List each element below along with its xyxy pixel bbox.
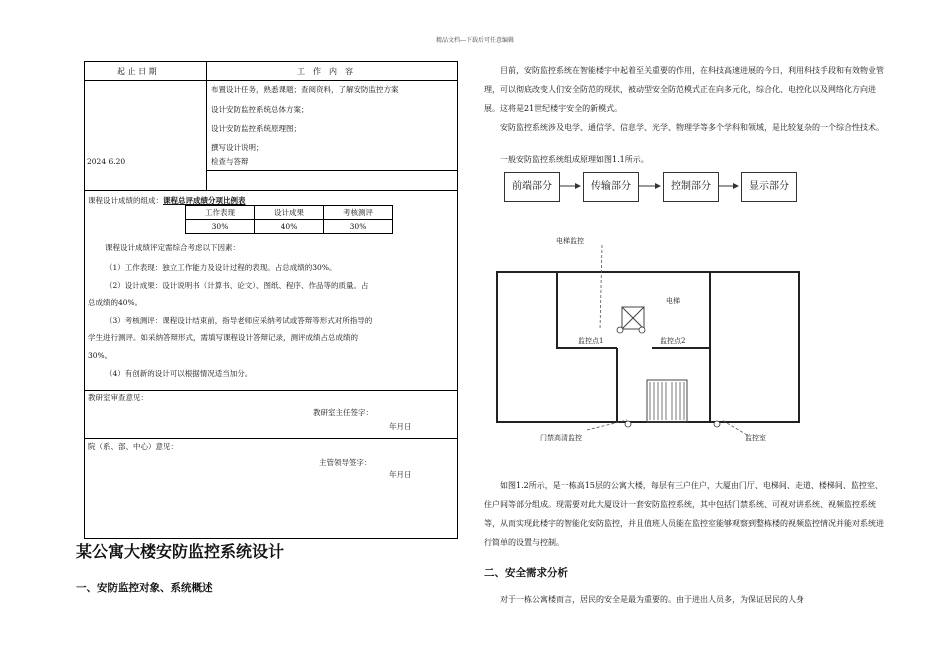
col-content-header: 工 作 内 容	[297, 67, 353, 76]
document-title: 某公寓大楼安防监控系统设计	[76, 542, 285, 561]
grade-intro: 课程设计成绩评定需综合考虑以下因素：	[105, 243, 240, 252]
task-date: 2024 6.20	[87, 157, 126, 166]
task-item: 设计安防监控系统原理图；	[211, 124, 301, 133]
grade-value: 30%	[324, 220, 393, 234]
label-door-monitor: 门禁高清监控	[540, 434, 582, 442]
flow-node-display: 显示部分	[741, 172, 797, 202]
label-point-2: 监控点2	[660, 337, 686, 345]
flow-arrows	[500, 170, 810, 202]
label-point-1: 监控点1	[578, 337, 604, 345]
grade-value: 40%	[255, 220, 324, 234]
section-heading-1: 一、安防监控对象、系统概述	[76, 582, 213, 594]
label-elevator: 电梯	[666, 297, 680, 305]
grade-header: 考核测评	[324, 206, 393, 220]
grade-value: 30%	[186, 220, 255, 234]
floor-plan	[492, 230, 812, 450]
form-divider	[206, 170, 457, 171]
criteria-3-cont: 30%。	[88, 351, 113, 360]
task-item: 设计安防监控系统总体方案；	[211, 105, 309, 114]
grade-header: 设计成果	[255, 206, 324, 220]
criteria-3: （3）考核测评：课程设计结束前，指导老师应采纳考试或答辩等形式对所指导的	[105, 316, 373, 325]
task-item: 检查与答辩	[211, 157, 249, 166]
dept-signature-label: 教研室主任签字：	[313, 408, 373, 417]
page-header: 精品文档---下载后可任意编辑	[435, 37, 515, 44]
flow-node-control: 控制部分	[663, 172, 719, 202]
paragraph-intro: 目前，安防监控系统在智能楼宇中起着至关重要的作用，在科技高速进展的今日，利用科技手段和有效物业管理，可以彻底改变人们安全防范的现状，被动型安全防范模式正在向多元化，综合化、电控化以及网络化方向进展。这将是21世纪楼宇安全的新模式。	[484, 66, 884, 113]
form-divider	[85, 190, 457, 191]
criteria-2-cont: 总成绩的40%。	[88, 298, 143, 307]
form-divider	[85, 390, 457, 391]
flow-node-frontend: 前端部分	[504, 172, 560, 202]
grade-table	[185, 205, 393, 234]
task-item: 布置设计任务，熟悉课题；查阅资料，了解安防监控方案	[211, 85, 399, 94]
col-date-header: 起 止 日 期	[117, 67, 157, 76]
form-divider	[85, 438, 457, 439]
criteria-2: （2）设计成果：设计说明书（计算书、论文）、图纸、程序、作品等的质量。占	[105, 281, 369, 290]
paragraph-disciplines: 安防监控系统涉及电学、通信学、信息学、光学、物理学等多个学科和领域，是比较复杂的一个综合性技术。	[500, 123, 884, 132]
dept-opinion-label: 教研室审查意见：	[88, 393, 148, 402]
flow-node-transmission: 传输部分	[583, 172, 639, 202]
grade-prefix: 课程设计成绩的组成：	[88, 196, 163, 205]
paragraph-figure-ref: 一般安防监控系统组成原理如图1.1所示。	[500, 155, 649, 164]
criteria-4: （4）有创新的设计可以根据情况适当加分。	[105, 369, 253, 378]
grade-header: 工作表现	[186, 206, 255, 220]
school-date-label: 年月日	[389, 470, 412, 479]
school-opinion-label: 院（系、部、中心）意见：	[88, 442, 178, 451]
dept-date-label: 年月日	[389, 422, 412, 431]
task-item: 撰写设计说明；	[211, 143, 264, 152]
criteria-3-cont: 学生进行测评。如采纳答辩形式，需填写课程设计答辩记录，测评成绩占总成绩的	[88, 333, 358, 342]
task-form	[84, 61, 458, 539]
grade-table-title: 课程总评成绩分项比例表	[163, 196, 246, 205]
paragraph-building: 如图1.2所示，是一栋高15层的公寓大楼，每层有三户住户，大厦由门厅、电梯间、走道、楼梯间、监控室、住户间等部分组成。现需要对此大厦设计一套安防监控系统，其中包括门禁系统、可视对讲系统、视频监控系统等，从而实现此楼宇的智能化安防监控，并且值班人员能在监控室能够观察到整栋楼的视频监控情况并能对系统进行简单的设置与控制。	[484, 481, 884, 547]
label-control-room: 监控室	[745, 434, 766, 442]
section-heading-2: 二、安全需求分析	[484, 567, 568, 579]
school-signature-label: 主管领导签字：	[319, 458, 372, 467]
paragraph-safety: 对于一栋公寓楼而言，居民的安全是最为重要的。由于进出人员多，为保证居民的人身	[500, 595, 804, 604]
criteria-1: （1）工作表现：独立工作能力及设计过程的表现。占总成绩的30%。	[105, 263, 337, 272]
label-elevator-monitor: 电梯监控	[556, 237, 584, 245]
form-divider	[85, 80, 457, 81]
